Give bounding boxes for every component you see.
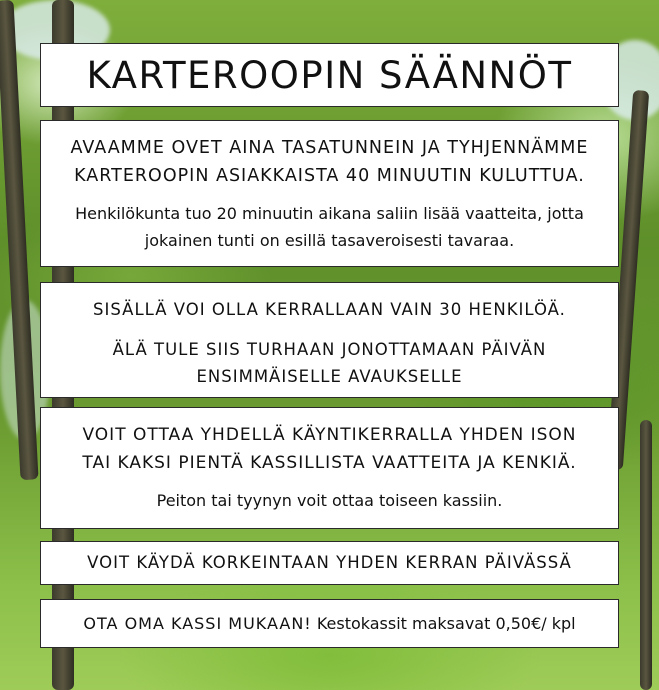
- rule-text-line: Henkilökunta tuo 20 minuutin aikana saliin lisää vaatteita, jotta: [75, 204, 584, 223]
- rule-text-line: Peiton tai tyynyn voit ottaa toiseen kassiin.: [156, 491, 503, 510]
- rule-panel-own-bag: [40, 599, 619, 648]
- rule-panel-bag-limit: [40, 407, 619, 529]
- rule-panel-opening-hours: [40, 120, 619, 267]
- page-title: KARTEROOPIN SÄÄNNÖT: [86, 54, 573, 97]
- rule-text-line: jokainen tunti on esillä tasaveroisesti tavaraa.: [144, 231, 515, 250]
- rule-heading-line: SISÄLLÄ VOI OLLA KERRALLAAN VAIN 30 HENKILÖÄ.: [93, 300, 566, 319]
- rule-heading-line: VOIT OTTAA YHDELLÄ KÄYNTIKERRALLA YHDEN ISON: [82, 425, 577, 445]
- title-panel: [40, 43, 619, 107]
- rule-heading-line: VOIT KÄYDÄ KORKEINTAAN YHDEN KERRAN PÄIVÄSSÄ: [87, 553, 572, 572]
- tree-trunk: [640, 420, 652, 690]
- rule-text-line: ÄLÄ TULE SIIS TURHAAN JONOTTAMAAN PÄIVÄN: [112, 340, 547, 359]
- rule-heading-line: AVAAMME OVET AINA TASATUNNEIN JA TYHJENNÄMME: [70, 138, 589, 158]
- rule-text-line: ENSIMMÄISELLE AVAUKSELLE: [196, 367, 463, 386]
- rule-heading-line: TAI KAKSI PIENTÄ KASSILLISTA VAATTEITA JA KENKIÄ.: [82, 453, 577, 473]
- rule-heading-line: KARTEROOPIN ASIAKKAISTA 40 MINUUTIN KULUTTUA.: [74, 166, 585, 186]
- rule-text-inline: Kestokassit maksavat 0,50€/ kpl: [316, 614, 576, 633]
- rule-heading-inline: OTA OMA KASSI MUKAAN!: [83, 614, 312, 633]
- rule-panel-capacity: [40, 282, 619, 398]
- rule-panel-visit-limit: [40, 541, 619, 585]
